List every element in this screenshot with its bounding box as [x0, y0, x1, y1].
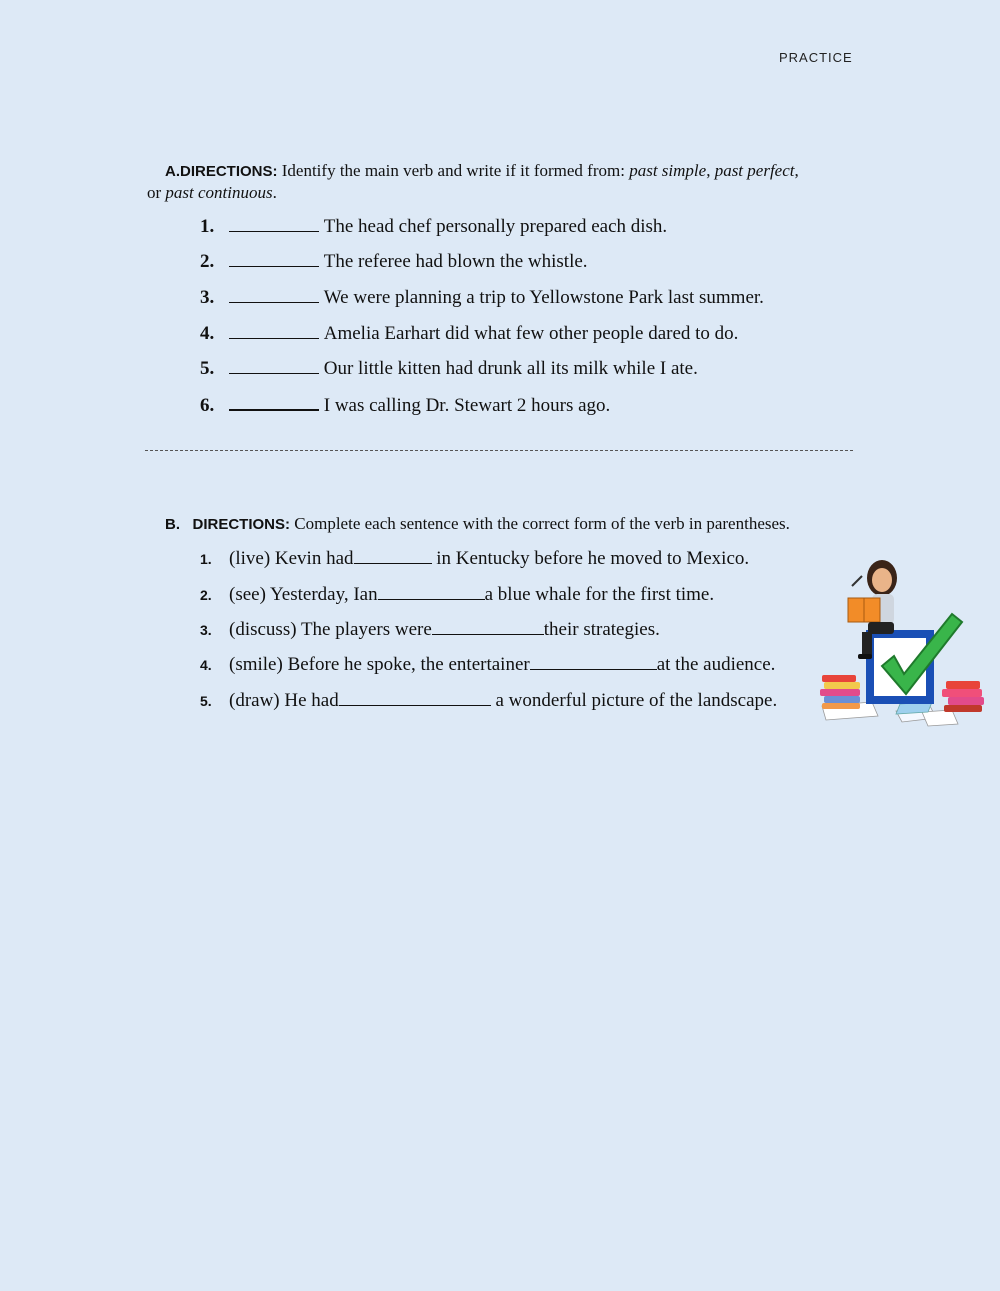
section-a-text: Identify the main verb and write if it formed from:: [277, 161, 630, 180]
section-b-lead: B. DIRECTIONS:: [165, 516, 291, 533]
item-sentence-end: in Kentucky before he moved to Mexico.: [431, 548, 750, 569]
exercise-b-item: [200, 616, 660, 642]
item-sentence-end: their strategies.: [543, 619, 660, 640]
item-sentence-start: (draw) He had: [229, 690, 339, 711]
teacher-checkmark-illustration: [812, 556, 990, 728]
answer-blank[interactable]: [229, 213, 319, 232]
exercise-a-item: [200, 213, 667, 239]
section-b-directions: [165, 513, 865, 535]
item-sentence-end: a wonderful picture of the landscape.: [490, 690, 778, 711]
item-sentence-end: at the audience.: [656, 654, 776, 675]
answer-blank[interactable]: [229, 391, 319, 411]
item-number: 2.: [200, 251, 215, 272]
exercise-b-item: [200, 651, 775, 677]
item-number: 2.: [200, 587, 212, 603]
answer-blank[interactable]: [378, 581, 485, 600]
exercise-a-item: [200, 320, 738, 346]
item-sentence: I was calling Dr. Stewart 2 hours ago.: [323, 395, 611, 416]
exercise-b-item: [200, 687, 777, 713]
item-sentence-start: (smile) Before he spoke, the entertainer: [229, 654, 530, 675]
item-sentence: The referee had blown the whistle.: [323, 251, 588, 272]
answer-blank[interactable]: [229, 284, 319, 303]
section-a-lead: A.DIRECTIONS:: [165, 163, 278, 180]
exercise-b-item: [200, 545, 749, 571]
item-number: 5.: [200, 693, 212, 709]
item-sentence-start: (discuss) The players were: [229, 619, 432, 640]
exercise-b-item: [200, 581, 714, 607]
item-number: 4.: [200, 657, 212, 673]
page-header-label: PRACTICE: [779, 50, 853, 65]
item-sentence: We were planning a trip to Yellowstone Park last summer.: [323, 287, 764, 308]
item-number: 1.: [200, 551, 212, 567]
section-divider: [145, 450, 853, 451]
exercise-a-item: [200, 355, 698, 381]
item-number: 1.: [200, 216, 215, 237]
answer-blank[interactable]: [432, 616, 544, 635]
item-number: 3.: [200, 287, 215, 308]
item-sentence: Amelia Earhart did what few other people dared to do.: [323, 323, 739, 344]
section-b-text: Complete each sentence with the correct form of the verb in parentheses.: [290, 514, 790, 533]
exercise-a-item: [200, 284, 764, 310]
exercise-a-item: [200, 248, 588, 274]
item-number: 5.: [200, 358, 215, 379]
separator: ,: [706, 161, 715, 180]
answer-blank[interactable]: [229, 355, 319, 374]
item-sentence-start: (live) Kevin had: [229, 548, 354, 569]
option-past-continuous: past continuous: [165, 183, 273, 202]
separator: ,: [794, 161, 799, 180]
answer-blank[interactable]: [339, 687, 491, 706]
item-sentence-start: (see) Yesterday, Ian: [229, 584, 378, 605]
exercise-a-item: [200, 391, 610, 417]
section-a-text-2: or: [147, 183, 166, 202]
answer-blank[interactable]: [229, 320, 319, 339]
item-sentence-end: a blue whale for the first time.: [484, 584, 715, 605]
item-sentence: The head chef personally prepared each dish.: [323, 216, 668, 237]
section-a-directions: [147, 160, 847, 203]
item-number: 4.: [200, 323, 215, 344]
item-sentence: Our little kitten had drunk all its milk while I ate.: [323, 358, 698, 379]
item-number: 6.: [200, 395, 215, 416]
option-past-perfect: past perfect: [714, 161, 795, 180]
option-past-simple: past simple: [629, 161, 707, 180]
answer-blank[interactable]: [530, 651, 657, 670]
answer-blank[interactable]: [354, 545, 432, 564]
item-number: 3.: [200, 622, 212, 638]
answer-blank[interactable]: [229, 248, 319, 267]
period: .: [272, 183, 277, 202]
